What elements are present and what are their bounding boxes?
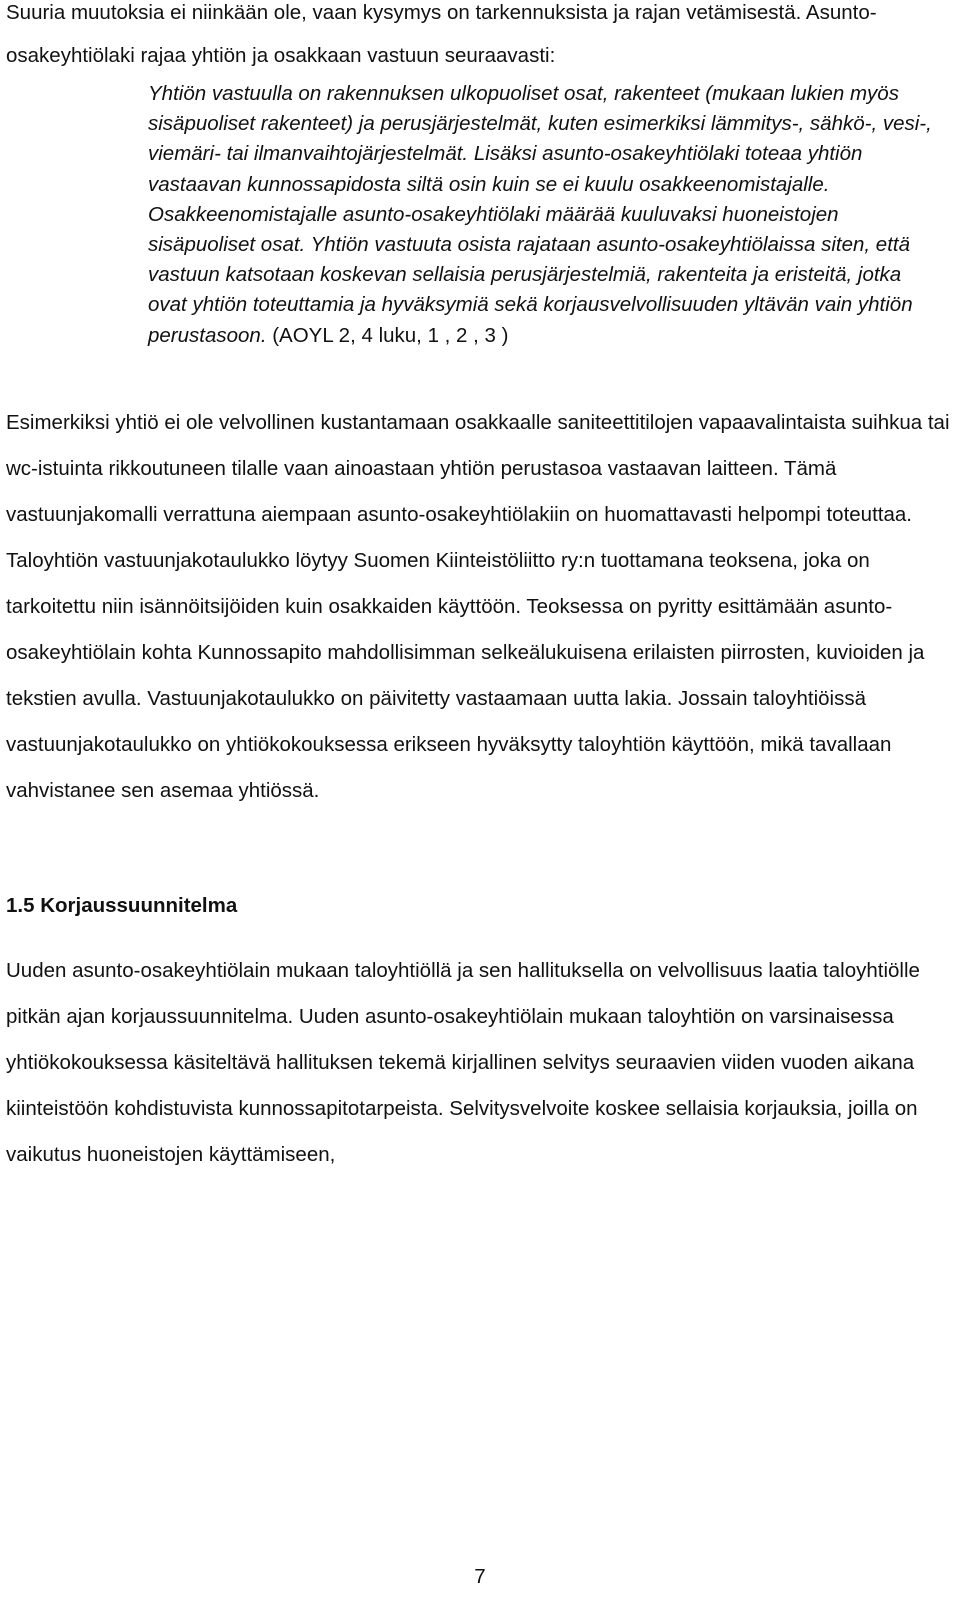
intro-paragraph: Suuria muutoksia ei niinkään ole, vaan kysymys on tarkennuksista ja rajan vetämisestä. Asunto-osakeyhtiölaki rajaa yhtiön ja osakkaan vastuun seuraavasti: (6, 1, 877, 67)
section-heading: 1.5 Korjaussuunnitelma (6, 893, 238, 917)
law-citation: (AOYL 2, 4 luku, 1 , 2 , 3 ) (266, 323, 509, 347)
repair-plan-paragraph: Uuden asunto-osakeyhtiölain mukaan taloyhtiöllä ja sen hallituksella on velvollisuus laatia taloyhtiölle pitkän ajan korjaussuunnitelma. Uuden asunto-osakeyhtiölain mukaan taloyhtiön on varsinaisessa yhtiökokouksessa käsiteltävä hallituksen tekemä kirjallinen selvitys seuraavien viiden vuoden aikana kiinteistöön kohdistuvista kunnossapitotarpeista. Selvitysvelvoite koskee sellaisia korjauksia, joilla on vaikutus huoneistojen käyttämiseen, (6, 958, 920, 1166)
law-quote-text: Yhtiön vastuulla on rakennuksen ulkopuoliset osat, rakenteet (mukaan lukien myös sisäpuoliset rakenteet) ja perusjärjestelmät, kuten esimerkiksi lämmitys-, sähkö-, vesi-, viemäri- tai ilmanvaihtojärjestelmät. Lisäksi asunto-osakeyhtiölaki toteaa yhtiön vastaavan kunnossapidosta siltä osin kuin se ei kuulu osakkeenomistajalle. Osakkeenomistajalle asunto-osakeyhtiölaki määrää kuuluvaksi huoneistojen sisäpuoliset osat. Yhtiön vastuuta osista rajataan asunto-osakeyhtiölaissa siten, että vastuun katsotaan koskevan sellaisia perusjärjestelmiä, rakenteita ja eristeitä, jotka ovat yhtiön toteuttamia ja hyväksymiä sekä korjausvelvollisuuden yltävän vain yhtiön perustasoon. (148, 82, 932, 347)
example-paragraph: Esimerkiksi yhtiö ei ole velvollinen kustantamaan osakkaalle saniteettitilojen vapaavalintaista suihkua tai wc-istuinta rikkoutuneen tilalle vaan ainoastaan yhtiön perustasoa vastaavan laitteen. Tämä vastuunjakomalli verrattuna aiempaan asunto-osakeyhtiölakiin on huomattavasti helpompi toteuttaa. Taloyhtiön vastuunjakotaulukko löytyy Suomen Kiinteistöliitto ry:n tuottamana teoksena, joka on tarkoitettu niin isännöitsijöiden kuin osakkaiden käyttöön. Teoksessa on pyritty esittämään asunto-osakeyhtiölain kohta Kunnossapito mahdollisimman selkeälukuisena erilaisten piirrosten, kuvioiden ja tekstien avulla. Vastuunjakotaulukko on päivitetty vastaamaan uutta lakia. Jossain taloyhtiöissä vastuunjakotaulukko on yhtiökokouksessa erikseen hyväksytty taloyhtiön käyttöön, mikä tavallaan vahvistanee sen asemaa yhtiössä. (6, 410, 950, 802)
law-quote (148, 79, 938, 351)
document-page (6, 0, 950, 1178)
page-number: 7 (474, 1565, 486, 1588)
